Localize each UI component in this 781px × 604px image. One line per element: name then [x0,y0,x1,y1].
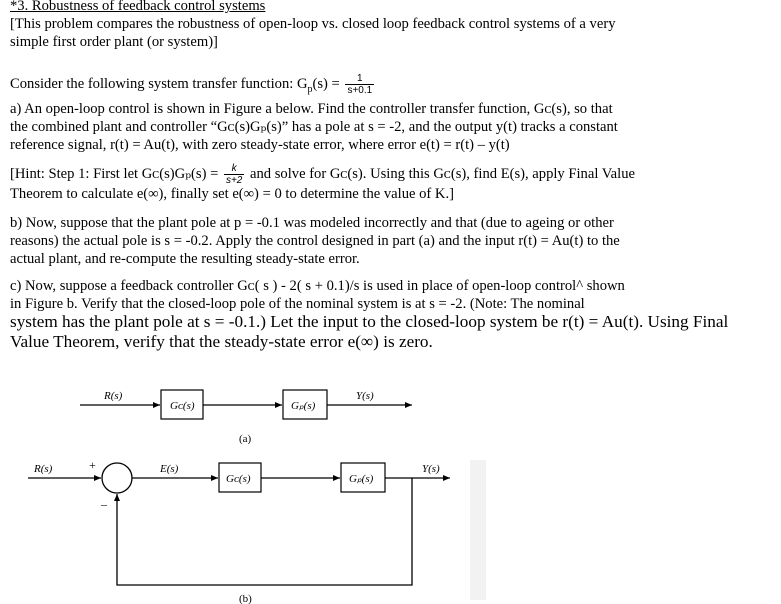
figure-b [28,458,450,604]
fig-b-output-label: Y(s) [422,463,440,475]
fig-a-controller-label: Gᴄ(s) [170,400,195,412]
part-a-line-1: a) An open-loop control is shown in Figure a below. Find the controller transfer function, Gᴄ(s), so that [10,101,613,117]
part-c-line-2: in Figure b. Verify that the closed-loop pole of the nominal system is at s = -2. (Note: The nominal [10,296,585,312]
part-c-line-1: c) Now, suppose a feedback controller Gᴄ( s ) - 2( s + 0.1)/s is used in place of open-loop control^ shown [10,278,625,294]
intro-line-2: simple first order plant (or system)] [10,34,218,50]
part-b-line-1: b) Now, suppose that the plant pole at p = -0.1 was modeled incorrectly and that (due to ageing or other [10,215,614,231]
part-a-line-2: the combined plant and controller “Gᴄ(s)Gₚ(s)” has a pole at s = -2, and the output y(t) tracks a constant [10,119,618,135]
fig-b-minus-sign: – [101,497,107,511]
hint-pre: [Hint: Step 1: First let Gᴄ(s)Gₚ(s) = [10,165,222,182]
fig-b-caption: (b) [239,593,252,604]
fig-b-controller-label: Gᴄ(s) [226,473,251,485]
fig-b-plant-label: Gₚ(s) [349,473,374,485]
fig-b-input-label: R(s) [34,463,53,475]
hint-post: and solve for Gᴄ(s). Using this Gᴄ(s), find E(s), apply Final Value [246,165,635,182]
faint-watermark [470,460,486,600]
part-c-line-3: system has the plant pole at s = -0.1.) Let the input to the closed-loop system be r(t) = Au(t). Using Final [10,312,729,331]
fig-a-input-label: R(s) [104,390,123,402]
figure-a [80,390,412,445]
intro-line-1: [This problem compares the robustness of open-loop vs. closed loop feedback control systems of a very [10,16,616,32]
tf-numerator: 1 [345,73,374,85]
hint-numerator: k [224,163,244,175]
fig-b-plus-sign: + [89,458,96,472]
fig-a-caption: (a) [239,433,252,445]
fig-a-output-label: Y(s) [356,390,374,402]
tf-denominator: s+0.1 [347,85,373,96]
fig-b-feedback-path [117,478,412,585]
fig-b-error-label: E(s) [160,463,179,475]
part-c-line-4: Value Theorem, verify that the steady-state error e(∞) is zero. [10,332,433,351]
part-b-line-2: reasons) the actual pole is s = -0.2. Apply the control designed in part (a) and the input r(t) = Au(t) to the [10,233,620,249]
part-b-line-3: actual plant, and re-compute the resulting steady-state error. [10,251,360,267]
tf-subscript: p [307,83,313,95]
tf-args: (s) = [312,75,344,92]
tf-lead: Consider the following system transfer function: G [10,75,308,92]
fig-b-summing-junction [102,463,132,493]
problem-title: *3. Robustness of feedback control systems [10,0,266,14]
part-a-line-3: reference signal, r(t) = Au(t), with zero steady-state error, where error e(t) = r(t) – y(t) [10,137,510,153]
hint-line-2: Theorem to calculate e(∞), finally set e(∞) = 0 to determine the value of K.] [10,186,454,202]
fig-a-plant-label: Gₚ(s) [291,400,316,412]
hint-denominator: s+2 [225,175,243,186]
